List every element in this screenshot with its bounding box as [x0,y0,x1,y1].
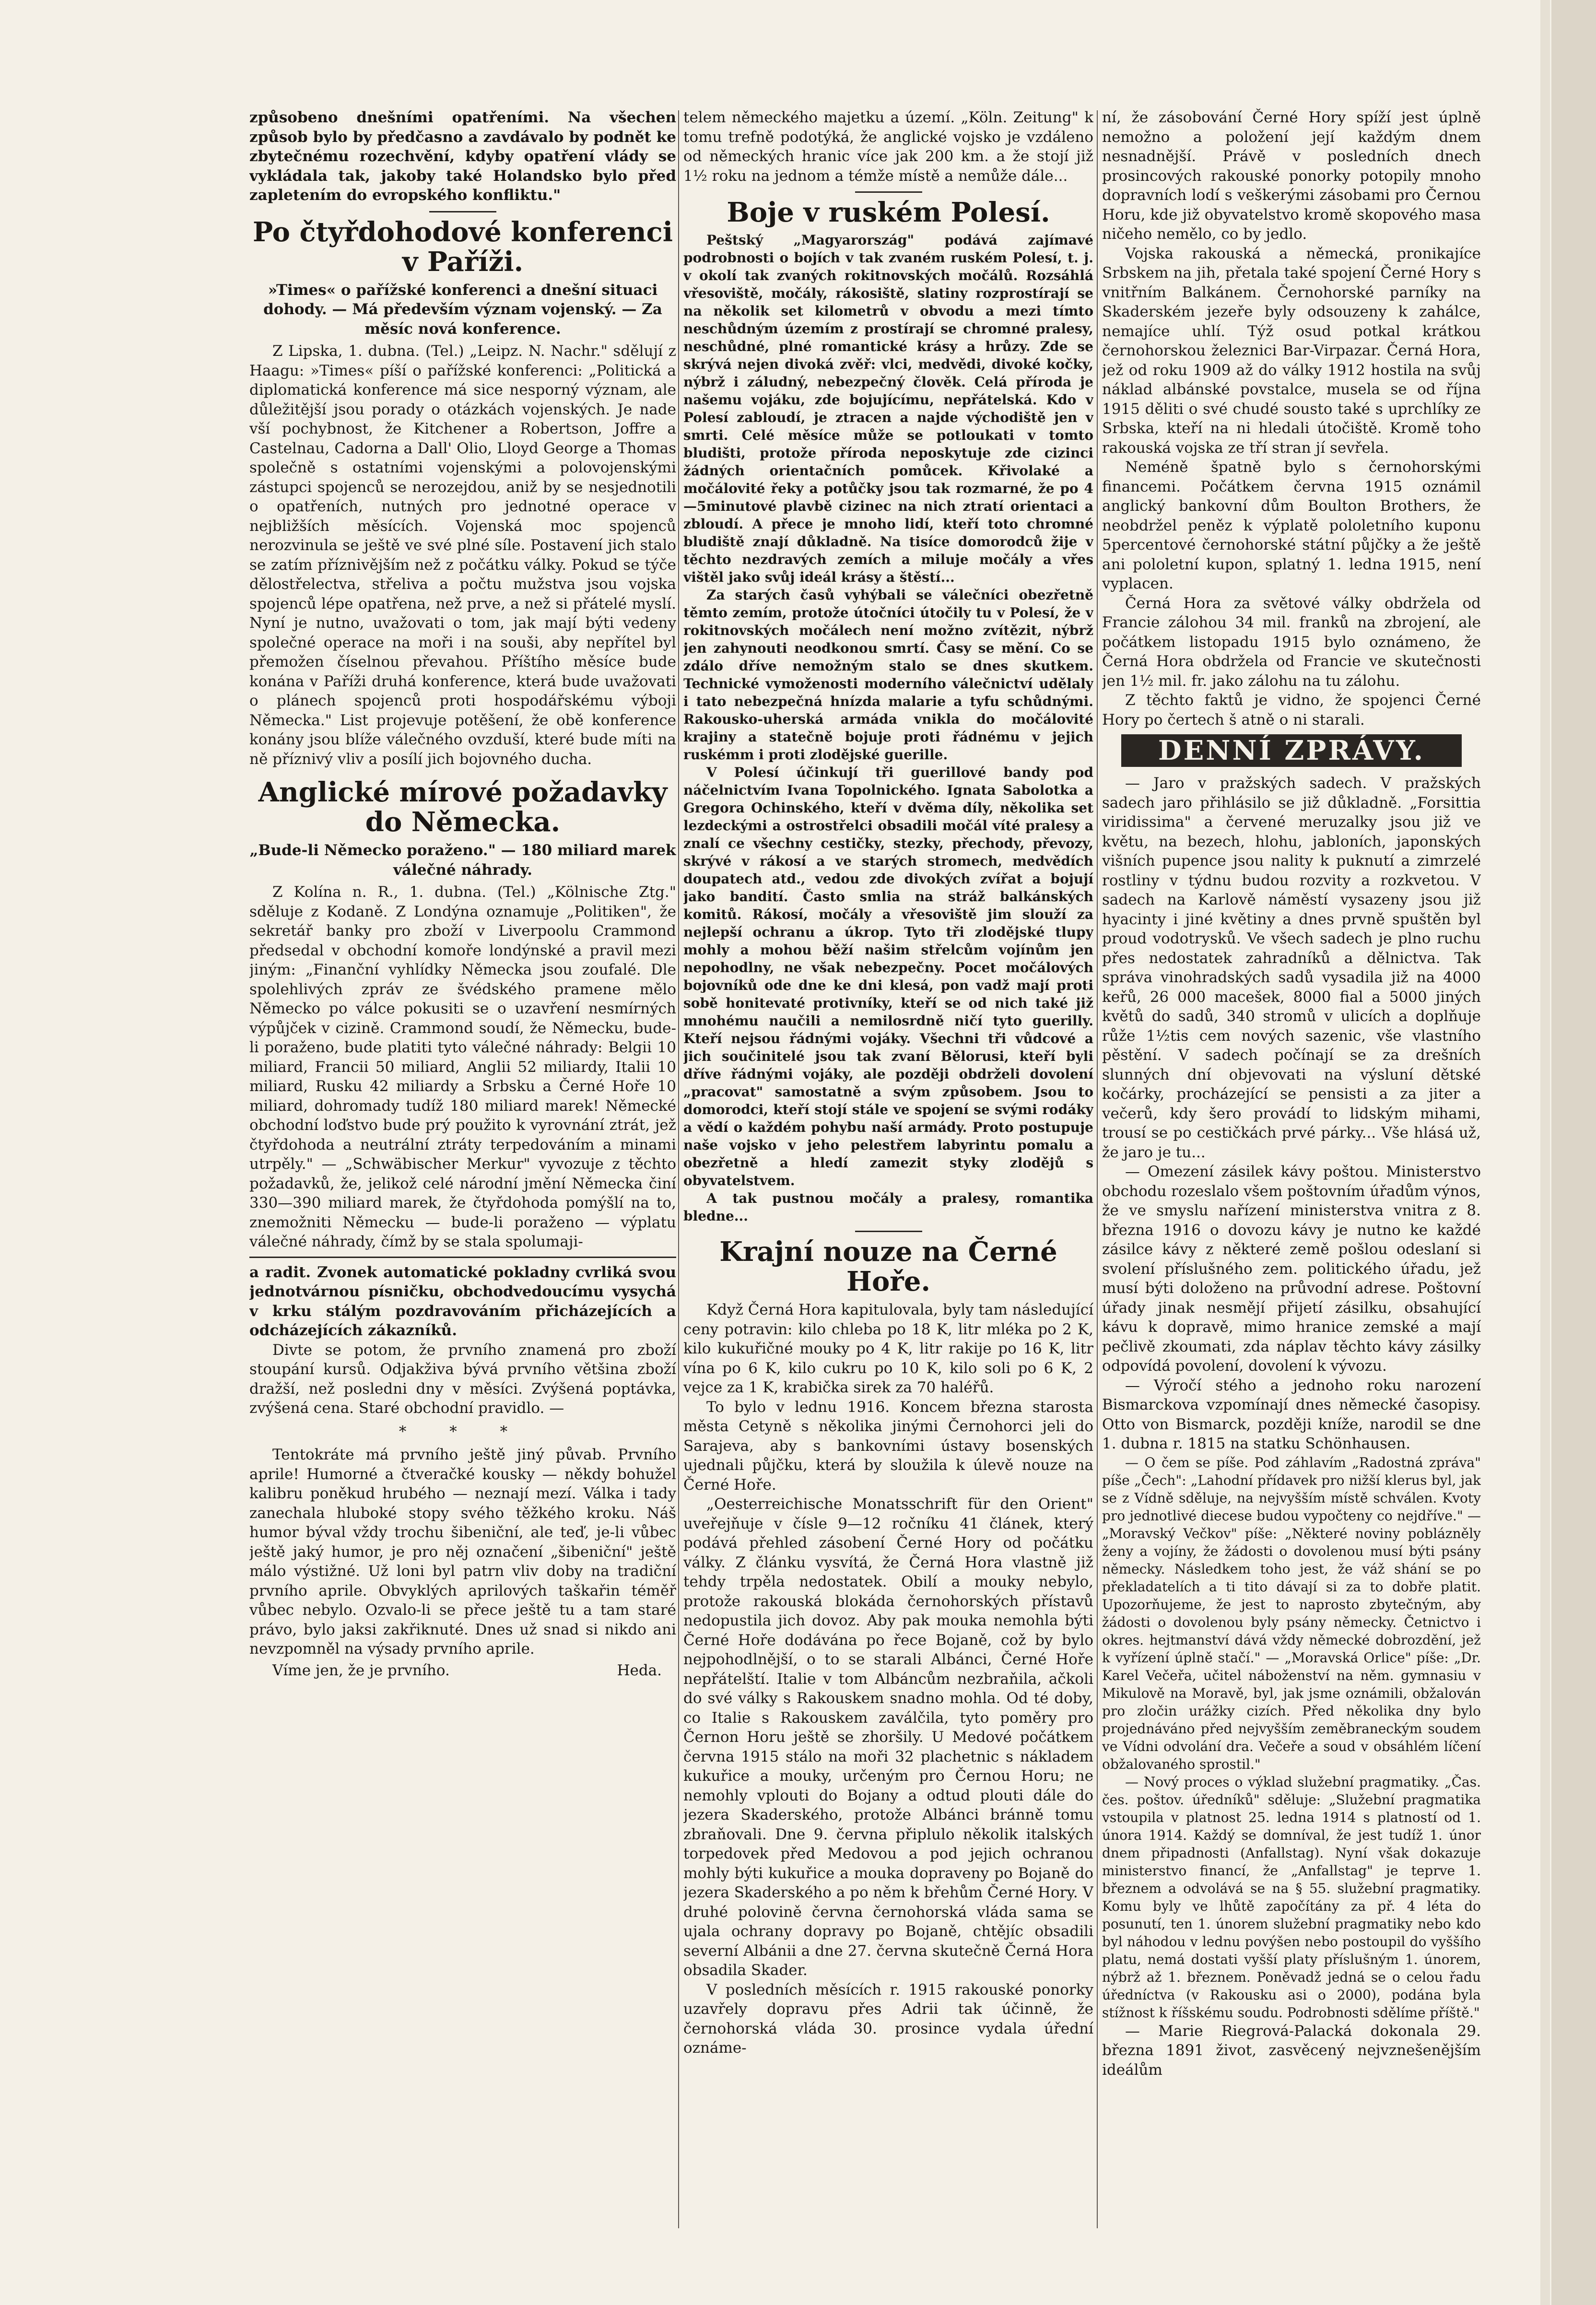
article-paragraph: Vojska rakouská a německá, pronikajíce Srbskem na jih, přetala také spojení Černé Hory s vnitřním Balkánem. Černohorské parníky na Skaderském jezeře byly odsouzeny k zahálce, nemajíce uhlí. Týž osud potkal krátkou černohorskou železnici Bar-Virpazar. Černá Hora, jež od roku 1909 až do války 1912 hostila na svůj náklad albánské povstalce, musela se od října 1915 děliti o své chudé sousto také s uprchlíky ze Srbska, kteří na ni hledali útočiště. Kromě toho rakouská vojska ze tří stran jí sevřela. [1102,245,1481,457]
article-paragraph: Z těchto faktů je vidno, že spojenci Černé Hory po čertech š atně o ni starali. [1102,692,1481,729]
separator [855,1231,922,1232]
column-3 [1102,108,1481,2233]
article-paragraph: Když Černá Hora kapitulovala, byly tam následující ceny potravin: kilo chleba po 18 K, litr mléka po 2 K, kilo kukuřičné mouky po 4 K, litr rakije po 16 K, litr vína po 6 K, kilo cukru po 10 K, kilo soli po 6 K, 2 vejce za 1 K, krabička sirek za 70 haléřů. [683,1301,1093,1396]
feuilleton-paragraph: Tentokráte má prvního ještě jiný půvab. Prvního aprile! Humorné a čtveračké kousky — někdy bohužel kalibru poněkud hrubého — neznají mezí. Válka i tady zanechala hluboké stopy svého těžkého kroku. Náš humor býval vždy trochu šibeniční, ale teď, je-li vůbec ještě jaký humor, je pro něj označení „šibeniční" ještě málo výstižné. Už loni byl patrn vliv doby na tradiční prvního aprile. Obvyklých aprilových taškařin téměř vůbec nebylo. Ozvalo-li se přece ještě tu a tam staré právo, bylo jaksi zakřiknuté. Dnes už snad si nikdo ani nevzpomněl na výsady prvního aprile. [249,1446,676,1658]
section-header-daily-news: DENNÍ ZPRÁVY. [1121,734,1462,767]
feuilleton-paragraph: Divte se potom, že prvního znamená pro zboží stoupání kursů. Odjakživa bývá prvního většina zboží dražší, než posledni dny v měsíci. Zvýšená poptávka, zvýšená cena. Staré obchodní pravidlo. — [249,1341,676,1417]
section-stars: * * * [399,1423,527,1440]
page-edge [1540,0,1550,2305]
binding-strip [1551,0,1596,2305]
separator [429,211,496,212]
column-divider [1097,110,1098,2228]
headline-english-demands: Anglické mírové požadavky do Německa. [258,776,668,838]
news-item: — Marie Riegrová-Palacká dokonala 29. března 1891 život, zasvěcený nejvznešenějším ideálům [1102,2022,1481,2079]
headline-paris-conference: Po čtyřdohodové konferenci v Paříži. [252,216,673,278]
column-divider [678,110,679,2228]
article-continuation: ní, že zásobování Černé Hory spíží jest úplně nemožno a položení její každým dnem nesnadnější. Právě v posledních dnech prosincových rakouské ponorky potopily mnoho dopravních lodí s veškerými zásobami pro Černou Horu, kde již obyvatelstvo kromě skopového masa ničeho nemělo, co by jedlo. [1102,109,1481,243]
headline-polesie-battles: Boje v ruském Polesí. [727,197,1050,228]
feuilleton-paragraph: a radit. Zvonek automatické pokladny cvrliká svou jednotvárnou písničku, obchodvedoucímu vysychá v krku stálým pozdravováním přicházejících a odcházejících zákazníků. [249,1263,676,1339]
article-paragraph: To bylo v lednu 1916. Koncem března starosta města Cetyně s několika jinými Černohorci jeli do Sarajeva, aby s bankovními ústavy bosenských ujednali půjčku, která by sloužila k úlevě nouze na Černé Hoře. [683,1398,1093,1494]
closing-line: Víme jen, že je prvního. [272,1661,450,1679]
separator [855,191,922,193]
article-paragraph: Z Lipska, 1. dubna. (Tel.) „Leipz. N. Nachr." sdělují z Haagu: »Times« píší o pařížské konferenci: „Politická a diplomatická konference má sice nesporný význam, ale důležitější jsou porady o otázkách vojenských. Je nade vší pochybnost, že Kitchener a Robertson, Joffre a Castelnau, Cadorna a Dall' Olio, Lloyd George a Thomas společně s ostatními vojenskými a polovojenskými zástupci spojenců se nerozejdou, aniž by se nesjednotili o opatřeních, nutných pro jednotné operace v nejbližších měsících. Vojenská moc spojenců nerozvinula se ještě ve své plné síle. Postavení jich stalo se zatím příznivějším než z počátku války. Pokud se týče dělostřelectva, střeliva a počtu mužstva jsou vojska spojenců lépe opatřena, než prve, a než si přátelé myslí. Nyní je nutno, uvažovati o tom, jak mají býti vedeny společné operace na moři i na souši, aby nepřítel byl přemožen číselnou převahou. Příštího měsíce bude konána v Paříži druhá konference, která bude uvažovati o plánech spojenců proti hospodářskému výboji Německa." List projevuje potěšení, že obě konference konány jsou blíže válečného ovzduší, které bude míti na ně příznivý vliv a posílí jich bojovného ducha. [249,342,676,768]
article-paragraph: V posledních měsících r. 1915 rakouské ponorky uzavřely dopravu přes Adrii tak účinně, že černohorská vláda 30. prosince vydala úřední oznáme- [683,1981,1093,2057]
article-paragraph: Z Kolína n. R., 1. dubna. (Tel.) „Kölnische Ztg." sděluje z Kodaně. Z Londýna oznamuje „Politiken", že sekretář banky pro zboží v Liverpoolu Crammond předsedal v obchodní komoře londýnské a pravil mezi jiným: „Finanční vyhlídky Německa jsou zoufalé. Dle spolehlivých zpráv ze švédského pramene mělo Německo po válce pokusiti se o uzavření nesmírných výpůjček v cizině. Crammond soudí, že Německu, bude-li poraženo, bude platiti tyto válečné náhrady: Belgii 10 miliard, Francii 50 miliard, Anglii 52 miliardy, Italii 10 miliard, Rusku 42 miliardy a Srbsku a Černé Hoře 10 miliard, dohromady tudíž 180 miliard marek! Německé obchodní loďstvo bude prý použito k vyrovnání ztrát, jež čtyřdohoda a neutrální ztráty terpedováním a minami utrpěly." — „Schwäbischer Merkur" vyvozuje z těchto požadavků, že, jelikož celé národní jmění Německa činí 330—390 miliard marek, že čtyřdohoda pomýšlí na to, znemožniti Německu — bude-li poraženo — výplatu válečné náhrady, čímž by se stala spolumaji- [249,883,676,1250]
column-2 [683,108,1093,2233]
separator [249,1257,676,1258]
subheadline-paris-conference: »Times« o pařížské konferenci a dnešní situaci dohody. — Má především význam vojenský. — Za měsíc nová konference. [263,281,662,338]
news-item: — Jaro v pražských sadech. V pražských sadech jaro přihlásilo se již důkladně. „Forsittia viridissima" a červené meruzalky jsou již ve květu, na bezech, hlohu, jabloních, japonských višních pupence jsou nality k puknutí a zimrzelé rostliny v týdnu budou rozvity a rozkvetou. V sadech na Karlově náměstí vysazeny jsou již hyacinty i jiné květiny a dnes prvně spuštěn byl proud vodotrysků. Ve všech sadech je plno ruchu přes nedostatek zahradníků a dělnictva. Tak správa vinohradských sadů vysadila již na 4000 keřů, 26 000 macešek, 8000 fial a 5000 jiných květů do sadů, 340 stromů v ulicích a doplňuje růže 1½tis cem nových sazenic, vše vlastního pěstění. V sadech počínají se za drešních slunných dní objevovati na výsluní dětské kočárky, procházející se pensisti a za jiter a večerů, kdy šero provádí to lidským mihami, trousí se po cestičkách prvé párky... Vše hlásá už, že jaro je tu... [1102,775,1481,1161]
article-paragraph: V Polesí účinkují tři guerillové bandy pod náčelnictvím Ivana Topolnického. Ignata Sabolotka a Gregora Ochinského, kteří v dvěma díly, několika set lezdeckými a ostrostřelci obsadili močál víté pralesy a znalí ce všechny cestičky, stezky, přechody, převozy, skrývé v rákosí a ve starých stromech, medvědích doupatech atd., vedou zde divokých zvířat a bojují jako bandití. Často smlia na stráž balkánských komitů. Rákosí, močály a vřesoviště jim slouží za nejlepší ochranu a úkrop. Tyto tři zlodějské tlupy mohly a mohou běží našim střelcům vojínům jen nepohodlny, ne však nebezpečny. Pocet močálových bojovníků ode dne ke dni klesá, pon vadž mají proti sobě honitevaté protivníky, kteří se od nich také již mnohému naučili a nemilosrdně ničí tyto guerilly. Kteří nejsou řádnými vojáky. Všechni tři vůdcové a jich součinitelé jsou tak zvaní Bělorusi, kteří byli dříve řádnými vojáky, ale později obdrželi dovolení „pracovat" samostatně a svým způsobem. Jsou to domorodci, kteří stojí stále ve spojení se svými rodáky a vědí o každém pohybu naší armády. Proto postupuje naše vojsko v jeho pelestřem labyrintu pomalu a obezřetně a hledí zamezit styky zlodějů s obyvatelstvem. [683,764,1093,1188]
news-item: — Omezení zásilek kávy poštou. Ministerstvo obchodu rozeslalo všem poštovním úřadům výnos, že ve smyslu nařízení ministerstva vnitra z 8. března 1916 o dovozu kávy je nutno ke každé zásilce kávy z některé země pošlou odeslaní si svolení příslušného zem. politického úřadu, jež musí býti doloženo na průvodní adrese. Poštovní úřady jinak nesmějí přijetí zásilku, obsahující kávu k dopravě, mimo hranice zemské a mají pečlivě zkoumati, zda náplav těchto kávy zásilky odpovídá povolení, dovolení k vývozu. [1102,1163,1481,1375]
column-1 [249,108,676,2233]
article-paragraph: „Oesterreichische Monatsschrift für den Orient" uveřejňuje v čísle 9—12 ročníku 41 článek, který podává přehled zásobení Černé Hory od počátku války. Z článku vysvítá, že Černá Hora vlastně již tehdy trpěla nedostatek. Obilí a mouky nebylo, protože rakouská blokáda černohorských přístavů nedopustila jich dovoz. Aby pak mouka nemohla býti Černé Hoře dodávána po řece Bojaně, což by bylo nejpohodlnější, o to se starali Albánci, Černé Hoře nepřátelští. Italie v tom Albáncům nezbraňila, ačkoli do své války s Rakouskem snadno mohla. Od té doby, co Italie s Rakouskem zaválčila, tyto poměry pro Černon Horu ještě se zhoršily. U Medové počátkem června 1915 stálo na moři 32 plachetnic s nákladem kukuřice a mouky, určeným pro Černou Horu; ne nemohly vplouti do Bojany a odtud plouti dále do jezera Skaderského, protože Albánci bránně tomu zbraňovali. Dne 9. června připlulo několik italských torpedovek před Medovou a pod jejich ochranou mohly býti kukuřice a mouka dopraveny po Bojaně do jezera Skaderského a po něm k břehům Černé Hory. V druhé polovině června černohorská vláda sama se ujala ochrany dopravy po Bojaně, chtějíc obsadili severní Albánii a dne 27. června skutečně Černá Hora obsadila Skader. [683,1495,1093,1979]
news-item: — Výročí stého a jednoho roku narození Bismarckova vzpomínají dnes německé časopisy. Otto von Bismarck, později kníže, narodil se dne 1. dubna r. 1815 na statku Schönhausen. [1102,1376,1481,1452]
article-paragraph: A tak pustnou močály a pralesy, romantika bledne... [683,1190,1093,1224]
author-signature: Heda. [617,1661,662,1679]
article-paragraph: Peštský „Magyarország" podává zajímavé podrobnosti o bojích v tak zvaném ruském Polesí, t. j. v okolí tak zvaných rokitnovských močálů. Rozsáhlá vřesoviště, močály, rákosiště, slatiny rozprostírají se na několik set kilometrů v obvodu a mezi tímto neschůdným územím z prostírají se chromné pralesy, neschůdné, plné romantické krásy a hrůzy. Zde se skrývá nejen divoká zvěř: vlci, medvědi, divoké kočky, nýbrž i záludný, nebezpečný člověk. Celá příroda je našemu vojáku, zde bojujícímu, nepřátelská. Kdo v Polesí zabloudí, je ztracen a najde východiště jen v smrti. Celé měsíce může se potloukati v tomto bludišti, protože příroda neposkytuje zde cizinci žádných orientačních pomůcek. Křivolaké a močálovité řeky a potůčky jsou tak rozmarné, že po 4—5minutové plavbě cizinec na nich ztratí orientaci a zbloudí. A přece je mnoho lidí, kteří toto chromné bludiště znají důkladně. Na tisíce domorodců žije v těchto nezdravých zemích a miluje močály a vřes vištěl jako svůj ideál krásy a štěstí... [683,232,1093,585]
feuilleton-closing [249,1661,676,1681]
article-paragraph: Neméně špatně bylo s černohorskými financemi. Počátkem června 1915 oznámil anglický bankovní dům Boulton Brothers, že neobdržel peněz k výplatě pololetního kuponu 5percentové černohorské státní půjčky a že ještě ani pololetní kupon, splatný 1. ledna 1915, není vyplacen. [1102,459,1481,592]
article-paragraph: Za starých časů vyhýbali se válečníci obezřetně těmto zemím, protože útočníci útočily tu v Polesí, že v rokitnovských močálech není možno zvítězit, nýbrž jen zahynouti neodkonou smrtí. Časy se mění. Co se zdálo dříve nemožným stalo se dnes skutkem. Technické vymoženosti moderního válečnictví udělaly i tato nebezpečná hnízda malarie a tyfu schůdnými. Rakousko-uherská armáda vnikla do močálovité krajiny a statečně bojuje proti řádnému v jejich ruskémm i proti zlodějské guerille. [683,587,1093,763]
headline-montenegro-need: Krajní nouze na Černé Hoře. [719,1236,1057,1297]
article-continuation: telem německého majetku a území. „Köln. Zeitung" k tomu trefně podotýká, že anglické vojsko je vzdáleno od německých hranic více jak 200 km. a že stojí již 1½ roku na jednom a témže místě a nemůže dále... [683,109,1093,185]
article-paragraph: Černá Hora za světové války obdržela od Francie zálohou 34 mil. franků na zbrojení, ale počátkem listopadu 1915 bylo oznámeno, že Černá Hora obdržela od Francie ve skutečnosti jen 1½ mil. fr. jako zálohu na tu zálohu. [1102,594,1481,690]
article-continuation: způsobeno dnešními opatřeními. Na všechen způsob bylo by předčasno a zavdávalo by podnět ke zbytečnému rozechvění, kdyby opatření vlády se vykládala tak, jakoby také Holandsko bylo před zapletením do evropského konfliktu." [249,109,676,204]
news-item: — Nový proces o výklad služební pragmatiky. „Čas. čes. poštov. úředníků" sděluje: „Služební pragmatika vstoupila v platnost 25. ledna 1914 s platností od 1. února 1914. Každý se domníval, že jest tudíž 1. únor dnem připadnosti (Anfallstag). Nyní však dokazuje ministerstvo financí, že „Anfallstag" je teprve 1. březnem a odvolává se na § 55. služební pragmatiky. Komu byly ve lhůtě započítány za př. 4 léta do posunutí, ten 1. únorem služební pragmatiky nebo kdo byl náhodou v lednu povýšen nebo postoupil do vyššího platu, nemá dostati vyšší platy příslušným 1. únorem, nýbrž až 1. březnem. Poněvadž jedná se o celou řadu úředníctva (v Rakousku asi o 2000), podána byla stížnost k říšskému soudu. Podrobnosti sdělíme příště." [1102,1774,1481,2021]
news-item: — O čem se píše. Pod záhlavím „Radostná zpráva" píše „Čech": „Lahodní přídavek pro nižší klerus byl, jak se z Vídně sděluje, na nejvyšším místě schválen. Kvoty pro jednotlivé diecese budou vypočteny co nejdříve." — „Moravský Večkov" píše: „Některé noviny poblázněly ženy a vojíny, že žádosti o dovolenou musí býti psány německy. Následkem toho jest, že váž shání se po překladatelích a ti tito dávají si za to dobře platit. Upozorňujeme, že jest to naprosto zbytečným, aby žádosti o dovolenou byly psány německy. Četnictvo i okres. hejtmanství dává vždy německé dobrozdění, jež k vyřízení úplně stačí." — „Moravská Orlice" píše: „Dr. Karel Večeřa, učitel náboženství na něm. gymnasiu v Mikulově na Moravě, byl, jak jsme oznámili, obžalován pro zločin urážky cizích. Před několika dny bylo projednáváno před nejvyšším zeměbraneckým soudem ve Vídni odvolání dra. Večeře a soud v obsáhlém líčení obžalovaného sprostil." [1102,1454,1481,1772]
subheadline-english-demands: „Bude-li Německo poraženo." — 180 miliard marek válečné náhrady. [249,842,676,879]
